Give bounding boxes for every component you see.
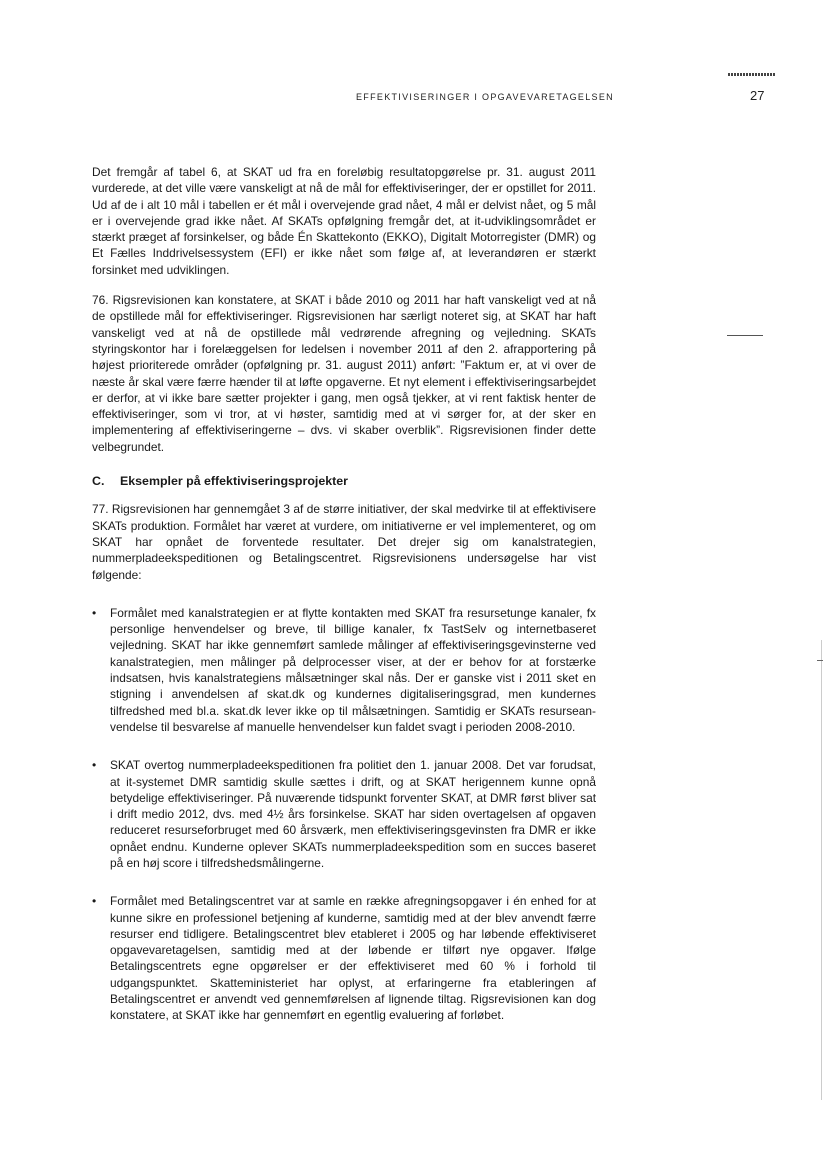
section-heading-c [92,473,596,489]
findings-list [92,605,596,1024]
paragraph-76: 76. Rigsrevisionen kan konstatere, at SKAT i både 2010 og 2011 har haft vanskeligt ved at nå de opstillede mål for effektiviseringer. Rigsrevisionen har særligt noteret sig, at SKAT har haft vanskeligt ved at nå de opstillede mål vedrørende afregning og vejledning. SKATs styringskontor har i forelæggelsen for ledelsen i november 2011 af den 2. afrapportering på højest prioriterede områder (opfølgning pr. 31. august 2011) anført: ”Faktum er, at vi over de næste år skal være færre hænder til at løfte opgaverne. Et nyt element i effektiviseringsarbejdet er derfor, at vi ikke bare sætter projekter i gang, men også tjekker, at vi rent faktisk henter de effektiviseringer, som vi tror, at vi høster, samtidig med at vi sørger for, at der sker en implementering af effektiviseringerne – dvs. vi skaber overblik”. Rigsrevisionen finder dette velbegrundet. [92,293,596,454]
bullet-text-kanalstrategi: Formålet med kanalstrategien er at flytte kontakten med SKAT fra resursetunge kanaler, fx personlige henvendelser og breve, til billige kanaler, fx TastSelv og internetbaseret vejledning. SKAT har ikke gennemført samlede målinger af effektiviseringsgevinsterne ved kanalstrategien, men målinger på delprocesser viser, at der er behov for at forstærke indsatsen, hvis kanalstrategiens målsætninger skal nås. Der er ganske vist i 2011 sket en stigning i anvendelsen af skat.dk og kundernes digitaliseringsgrad, men kundernes tilfredshed med bl.a. skat.dk lever ikke op til målsætningen. Samtidig er SKATs resurseanvendelse til besvarelse af manuelle henvendelser kun faldet svagt i perioden 2008-2010. [110,605,596,734]
document-body [92,164,596,1046]
bullet-text-betalingscenter: Formålet med Betalingscentret var at samle en række afregningsopgaver i én enhed for at kunne sikre en professionel betjening af kunderne, samtidig med at der blev anvendt færre resurser end tidligere. Betalingscentret blev etableret i 2005 og har løbende effektiviseret opgavevaretagelsen, samtidig med at der løbende er tilført nye opgaver. Ifølge Betalingscentrets egne opgørelser er der effektiviseret med 60 % i forhold til udgangspunktet. Skatteministeriet har oplyst, at erfaringerne fra etableringen af Betalingscentret er anvendt ved gennemførelsen af lignende tiltag. Rigsrevisionen kan dog konstatere, at SKAT ikke har gennemført en egentlig evaluering af forløbet. [110,894,596,1023]
list-item [92,757,596,871]
section-title: Eksempler på effektiviseringsprojekter [120,474,348,489]
paragraph-77: 77. Rigsrevisionen har gennemgået 3 af de større initiativer, der skal medvirke til at effektivisere SKATs produktion. Formålet har været at vurdere, om initiativerne er vel implementeret, og om SKAT har opnået de forventede resultater. Det drejer sig om kanalstrategien, nummerpladeekspeditionen og Betalingscentret. Rigsrevisionens undersøgelse har vist følgende: [92,502,596,582]
margin-mark [727,335,763,336]
scan-corner-mark [728,73,776,76]
scan-edge-mark [817,660,823,661]
intro-paragraph: Det fremgår af tabel 6, at SKAT ud fra en foreløbig resultatopgørelse pr. 31. august 2011 vurderede, at det ville være vanskeligt at nå de mål for effektiviseringer, der er opstillet for 2011. Ud af de i alt 10 mål i tabellen er ét mål i overvejende grad nået, 4 mål er delvist nået, og 5 mål er i overvejende grad ikke nået. Af SKATs opfølgning fremgår det, at it-udviklingsområdet er stærkt præget af forsinkelser, og både Én Skattekonto (EKKO), Digitalt Motorregister (DMR) og Et Fælles Inddrivelsessystem (EFI) er ikke nået som følge af, at leverandøren er stærkt forsinket med udviklingen. [92,165,596,277]
list-item [92,893,596,1023]
bullet-icon: • [92,758,97,773]
page-number: 27 [750,88,765,103]
running-header: EFFEKTIVISERINGER I OPGAVEVARETAGELSEN [356,92,614,102]
bullet-icon: • [92,894,97,909]
bullet-icon: • [92,605,97,620]
bullet-text-nummerplade: SKAT overtog nummerpladeekspeditionen fra politiet den 1. januar 2008. Det var forudsat, at it-systemet DMR samtidig skulle sættes i drift, og at SKAT herigennem kunne opnå betydelige effektiviseringer. På nuværende tidspunkt forventer SKAT, at DMR først bliver sat i drift medio 2012, dvs. med 4½ års forsinkelse. SKAT har siden overtagelsen af opgaven reduceret resurseforbruget med 60 årsværk, men effektiviseringsgevinsten fra DMR er ikke opnået endnu. Kunderne oplever SKATs nummerpladeekspedition som en succes baseret på en høj score i tilfredshedsmålingerne. [110,758,596,870]
list-item [92,605,596,735]
section-letter: C. [92,474,105,489]
scan-edge-line [821,640,822,1100]
